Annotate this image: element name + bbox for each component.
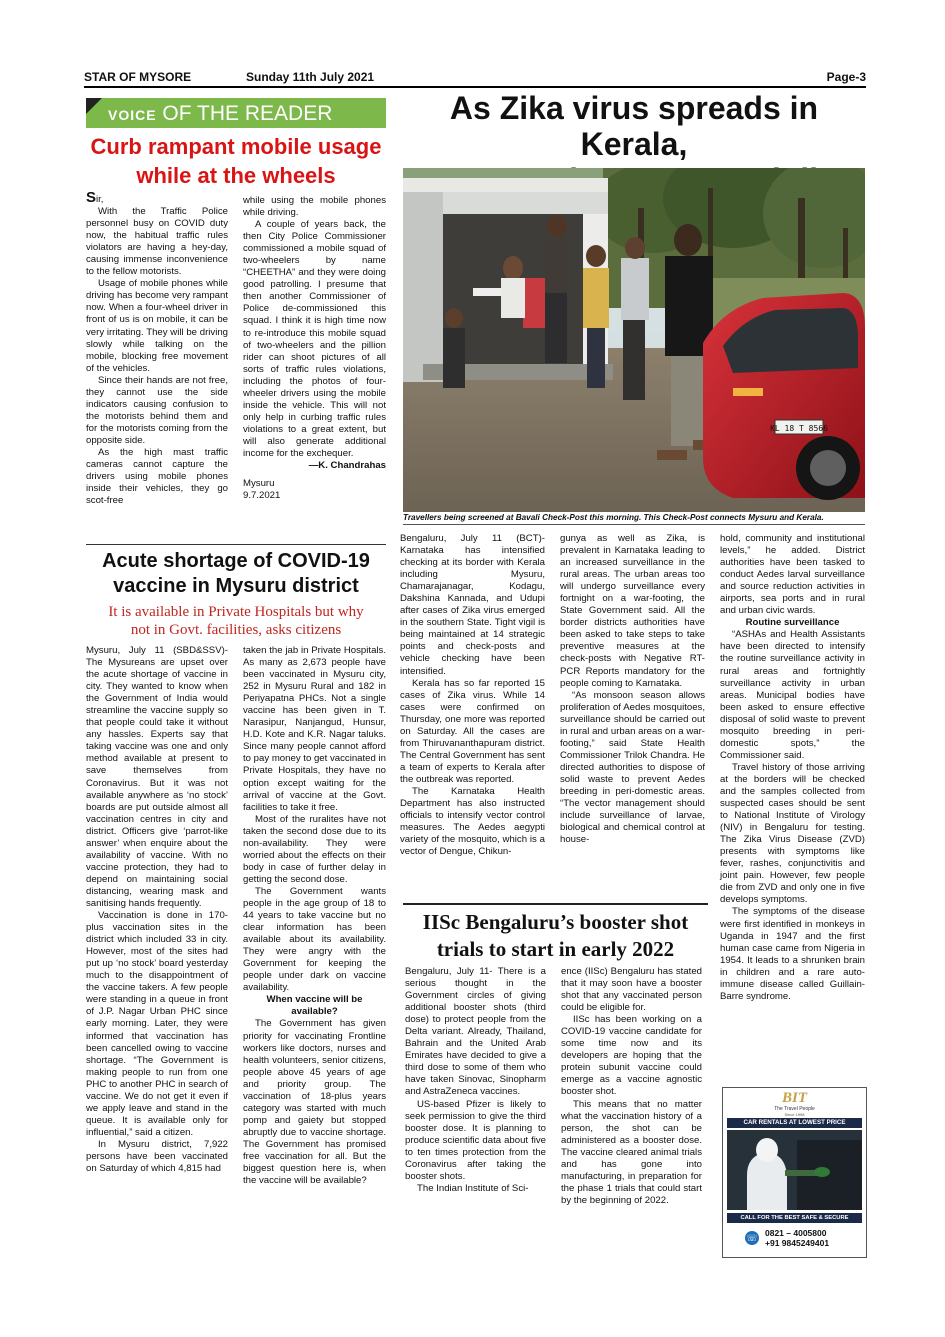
car-rental-advert[interactable] <box>722 1087 867 1258</box>
issue-date: Sunday 11th July 2021 <box>246 70 375 84</box>
checkpost-photo-illustration <box>403 168 865 512</box>
ad-logo-block <box>723 1088 866 1117</box>
zika-column-1 <box>400 533 545 858</box>
ad-tagline: The Travel People <box>774 1106 815 1112</box>
paragraph: “As monsoon season allows proliferation of Aedes mosquitoes, surveillance should be carried out in rural and urban areas on a war-footing,” said State Health Commissioner Trilok Chandra. He directed authorities to dispose of solid waste to prevent Aedes breeding in peri-domestic areas. “The vector management should include surveillance of larvae, biological and chemical control at house- <box>560 689 705 846</box>
covid-headline-line2: vaccine in Mysuru district <box>113 575 359 597</box>
ad-banner-bottom: CALL FOR THE BEST SAFE & SECURE <box>727 1213 862 1223</box>
paragraph: Mysuru, July 11 (SBD&SSV)- The Mysureans are upset over the acute shortage of vaccine in city. They wanted to know when the Government of India would streamline the vaccine supply so that people could take it without any hassles. Experts say that taking vaccine was one and only method available at present to save themselves from Coronavirus. But it was not available anywhere as ‘no stock’ boards are put outside almost all vaccination centres in city and district. Officers give ‘parrot-like answer’ when enquire about the availability of vaccine. With no vaccine protection, they had to depend on maintaining social distancing, wearing mask and sanitising hands frequently. <box>86 645 228 909</box>
ad-driver-illustration <box>727 1130 862 1210</box>
letter-date: 9.7.2021 <box>243 490 281 502</box>
paragraph: The Government has given priority for vaccinating Frontline workers like doctors, nurses and health volunteers, senior citizens, people above 45 years of age and priority group. The vaccination of 18-plus years category was started with much pomp and gaiety but stopped abruptly due to vaccine shortage. The Government has promised free vaccination for all. But the biggest question here is, when the vaccine will be available? <box>243 1018 386 1187</box>
iisc-headline-line1: IISc Bengaluru’s booster shot <box>422 910 689 934</box>
paragraph: Vaccination is done in 170-plus vaccination sites in the district which included 33 in city. However, most of the sites had put up ‘no stock’ board yesterday much to the disappointment of the vaccine takers. A few people were standing in a queue in front of J.P. Nagar Urban PHC since early morning. Later, they were informed that vaccination has been cancelled owing to vaccine shortage. “The Government is making people to run from one PHC to another PHC in search of vaccine. We do not get it even if we apply leave and stand in the queue. It is available only for influential,” said a citizen. <box>86 910 228 1138</box>
paragraph: Kerala has so far reported 15 cases of Zika virus. While 14 cases were confirmed on Thursday, one more was reported on Saturday. All the cases are from Thiruvananthapuram district. The Central Government has sent a team of experts to Kerala after the outbreak was reported. <box>400 677 545 785</box>
photo-caption: Travellers being screened at Bavali Check-Post this morning. This Check-Post connects Mysuru and Kerala. <box>403 513 824 522</box>
ad-phone-2[interactable]: +91 9845249401 <box>765 1238 830 1248</box>
phone-icon: ☏ <box>746 1233 758 1243</box>
iisc-column-2 <box>561 966 702 1207</box>
letter-signature: —K. Chandrahas <box>308 460 386 472</box>
zika-column-2 <box>560 533 705 846</box>
ad-phone-1[interactable]: 0821 – 4005800 <box>765 1228 827 1238</box>
covid-sub-line2: not in Govt. facilities, asks citizens <box>130 622 342 638</box>
paragraph: The Indian Institute of Sci- <box>417 1182 529 1194</box>
paragraph: The Karnataka Health Department has also instructed officials to intensify vector control measures. The Aedes aegypti variety of the mosquito, which is a vector of Dengue, Chikun- <box>400 785 545 858</box>
paragraph: This means that no matter what the vaccination history of a person, the shot can be administered as a booster dose. The vaccine cleared animal trials and has gone into manufacturing, in preparation for the phase 1 trials that could start by the beginning of 2022. <box>561 1098 702 1206</box>
section-divider <box>86 544 386 545</box>
paragraph: Bengaluru, July 11 (BCT)- Karnataka has intensified checking at its border with Kerala including Mysuru, Chamarajanagar, Kodagu, Dakshina Kannada, and Udupi after cases of Zika virus emerged in the southern State. Tight vigil is being maintained at 14 strategic points and check-posts and vehicle checking have been intensified. <box>400 533 545 677</box>
letter-headline <box>84 132 388 190</box>
letter-column-2 <box>243 195 386 502</box>
ad-banner-top: CAR RENTALS AT LOWEST PRICE <box>727 1118 862 1128</box>
paragraph: The symptoms of the disease were first identified in monkeys in Uganda in 1947 and the first human case came from Nigeria in 1954. It leads to a shrunken brain in children and a rare auto-immune disease called Guillain-Barre syndrome. <box>720 906 865 1002</box>
salutation <box>86 189 228 206</box>
newspaper-name: STAR OF MYSORE <box>84 70 192 84</box>
ad-phones <box>765 1228 829 1248</box>
zika-subhead: Routine surveillance <box>745 617 840 629</box>
caption-rule <box>403 524 865 525</box>
paragraph: hold, community and institutional levels,” he added. District authorities have been tasked to conduct Aedes larval surveillance and source reduction activities in airports, sea ports and in rural and urban civic wards. <box>720 533 865 617</box>
paragraph: “ASHAs and Health Assistants have been directed to intensify the routine surveillance activity in rural areas and fortnightly surveillance activity in urban areas. Municipal bodies have been asked to ensure effective disposal of solid waste to prevent mosquito breeding in peri-domestic spots,” the Commissioner said. <box>720 629 865 761</box>
paragraph: ence (IISc) Bengaluru has stated that it may soon have a booster shot that any vaccinated person could be eligible for. <box>561 966 702 1014</box>
paragraph: With the Traffic Police personnel busy on COVID duty now, the habitual traffic rules violators are having a hey-day, causing immense inconvenience to the fellow motorists. <box>86 206 228 278</box>
covid-subheadline <box>84 603 388 639</box>
paragraph: IISc has been working on a COVID-19 vaccine candidate for some time now and its developers are hoping that the protein subunit vaccine could emerge as a vaccine agnostic booster shot. <box>561 1014 702 1098</box>
paragraph: In Mysuru district, 7,922 persons have been vaccinated on Saturday of which 4,815 had <box>86 1138 228 1175</box>
zika-headline-line1: As Zika virus spreads in Kerala, <box>449 90 819 162</box>
red-car <box>703 293 865 500</box>
ad-since: Since 1998 <box>784 1112 805 1117</box>
drop-letter: S <box>86 189 97 206</box>
iisc-headline-line2: trials to start in early 2022 <box>436 937 675 961</box>
ad-photo <box>727 1130 862 1210</box>
covid-headline-line1: Acute shortage of COVID-19 <box>102 550 370 572</box>
letter-headline-line1: Curb rampant mobile usage <box>90 134 382 159</box>
masthead <box>84 70 866 86</box>
letter-place: Mysuru <box>243 478 275 490</box>
covid-sub-line1: It is available in Private Hospitals but why <box>108 604 364 620</box>
paragraph: A couple of years back, the then City Police Commissioner commissioned a mobile squad of two-wheelers by name “CHEETHA” and they were doing good patrolling. I presume that then another Commissioner of Police de-commissioned this squad. I think it is high time now to re-introduce this mobile squad of two-wheelers and the pillion rider can shoot pictures of all sorts of traffic rules violations, including the photos of four-wheeler drivers using the mobile inside the vehicle. This will not only help in curbing traffic rules violations to a great extent, but will also generate additional income for the exchequer. <box>243 219 386 459</box>
paragraph: The Government wants people in the age group of 18 to 44 years to take vaccine but no clear information has been available about its availability. They were angry with the Government for keeping the people under dark on vaccine availability. <box>243 885 386 994</box>
letter-column-1 <box>86 189 228 507</box>
number-plate: KL 18 T 8566 <box>770 424 828 433</box>
iisc-headline-box <box>403 903 708 967</box>
ad-logo: BIT <box>781 1090 807 1106</box>
covid-column-2 <box>243 645 386 1187</box>
salutation-rest: ir, <box>96 194 104 205</box>
checkpost-photo <box>403 168 865 512</box>
paragraph: Usage of mobile phones while driving has become very rampant now. When a four-wheel driver in front of us is on mobile, it can be very irritating. They will be driving slowly while talking on the mobile, blocking free movement of the vehicles. <box>86 278 228 374</box>
covid-headline <box>84 549 388 599</box>
paragraph: US-based Pfizer is likely to seek permission to give the third booster dose. It is planning to produce scientific data about five to ten times protection from the Coronavirus after taking the booster shots. <box>405 1098 546 1182</box>
voice-rest: OF THE READER <box>162 102 333 125</box>
zika-column-3 <box>720 533 865 1003</box>
paragraph: taken the jab in Private Hospitals. As many as 2,673 people have been vaccinated in Mysuru city, 252 in Mysuru Rural and 182 in Periyapatna PHCs. Not a single vaccine has been given in T. Narasipur, Nanjangud, Hunsur, H.D. Kote and K.R. Nagar taluks. Since many people cannot afford to pay money to get vaccinated in Private Hospitals, they have no option except waiting for the arrival of vaccine at the Govt. facilities to take it free. <box>243 645 386 813</box>
paragraph: gunya as well as Zika, is prevalent in Karnataka leading to an increased surveillance in the rural areas. The urban areas too will undergo surveillance every fortnight on a war-footing, the State Government said. All the border districts authorities have been asked to take steps to take preventive measures at the check-posts with Negative RT-PCR Reports mandatory for the people coming to Karnataka. <box>560 533 705 689</box>
voice-prefix: VOICE <box>108 107 157 123</box>
covid-column-1 <box>86 645 228 1175</box>
paragraph: Bengaluru, July 11- There is a serious thought in the Government circles of giving additional booster shots (third dose) to protect people from the Delta variant. Already, Thailand, Bahrain and the United Arab Emirates have decided to give a third dose to some of them who have taken Sinovac, Sinopharm and AstraZeneca vaccines. <box>405 966 546 1098</box>
iisc-column-1 <box>405 966 546 1195</box>
banner-corner-triangle <box>86 98 102 114</box>
paragraph: Most of the ruralites have not taken the second dose due to its non-availability. They were worried about the effects on their body in case of further delay in getting the second dose. <box>243 813 386 885</box>
page-number: Page-3 <box>826 70 866 84</box>
letter-headline-line2: while at the wheels <box>136 163 336 188</box>
paragraph: Travel history of those arriving at the borders will be checked and the samples collected from suspected cases should be sent to National Institute of Virology (NIV) in Bengaluru for testing. The Zika Virus Disease (ZVD) presents with symptoms like fever, rashes, conjunctivitis and joint pain. However, few people die from ZVD and only one in five develops symptoms. <box>720 761 865 906</box>
paragraph: Since their hands are not free, they cannot use the side indicators causing confusion to the motorists behind them and for the motorists coming from the opposite side. <box>86 374 228 446</box>
paragraph: while using the mobile phones while driving. <box>243 195 386 219</box>
covid-subhead: When vaccine will be available? <box>266 994 363 1018</box>
voice-of-reader-label <box>108 102 332 127</box>
paragraph: As the high mast traffic cameras cannot capture the drivers using mobile phones inside their vehicles, they go scot-free <box>86 446 228 507</box>
masthead-rule <box>84 86 866 88</box>
iisc-headline <box>403 909 708 963</box>
